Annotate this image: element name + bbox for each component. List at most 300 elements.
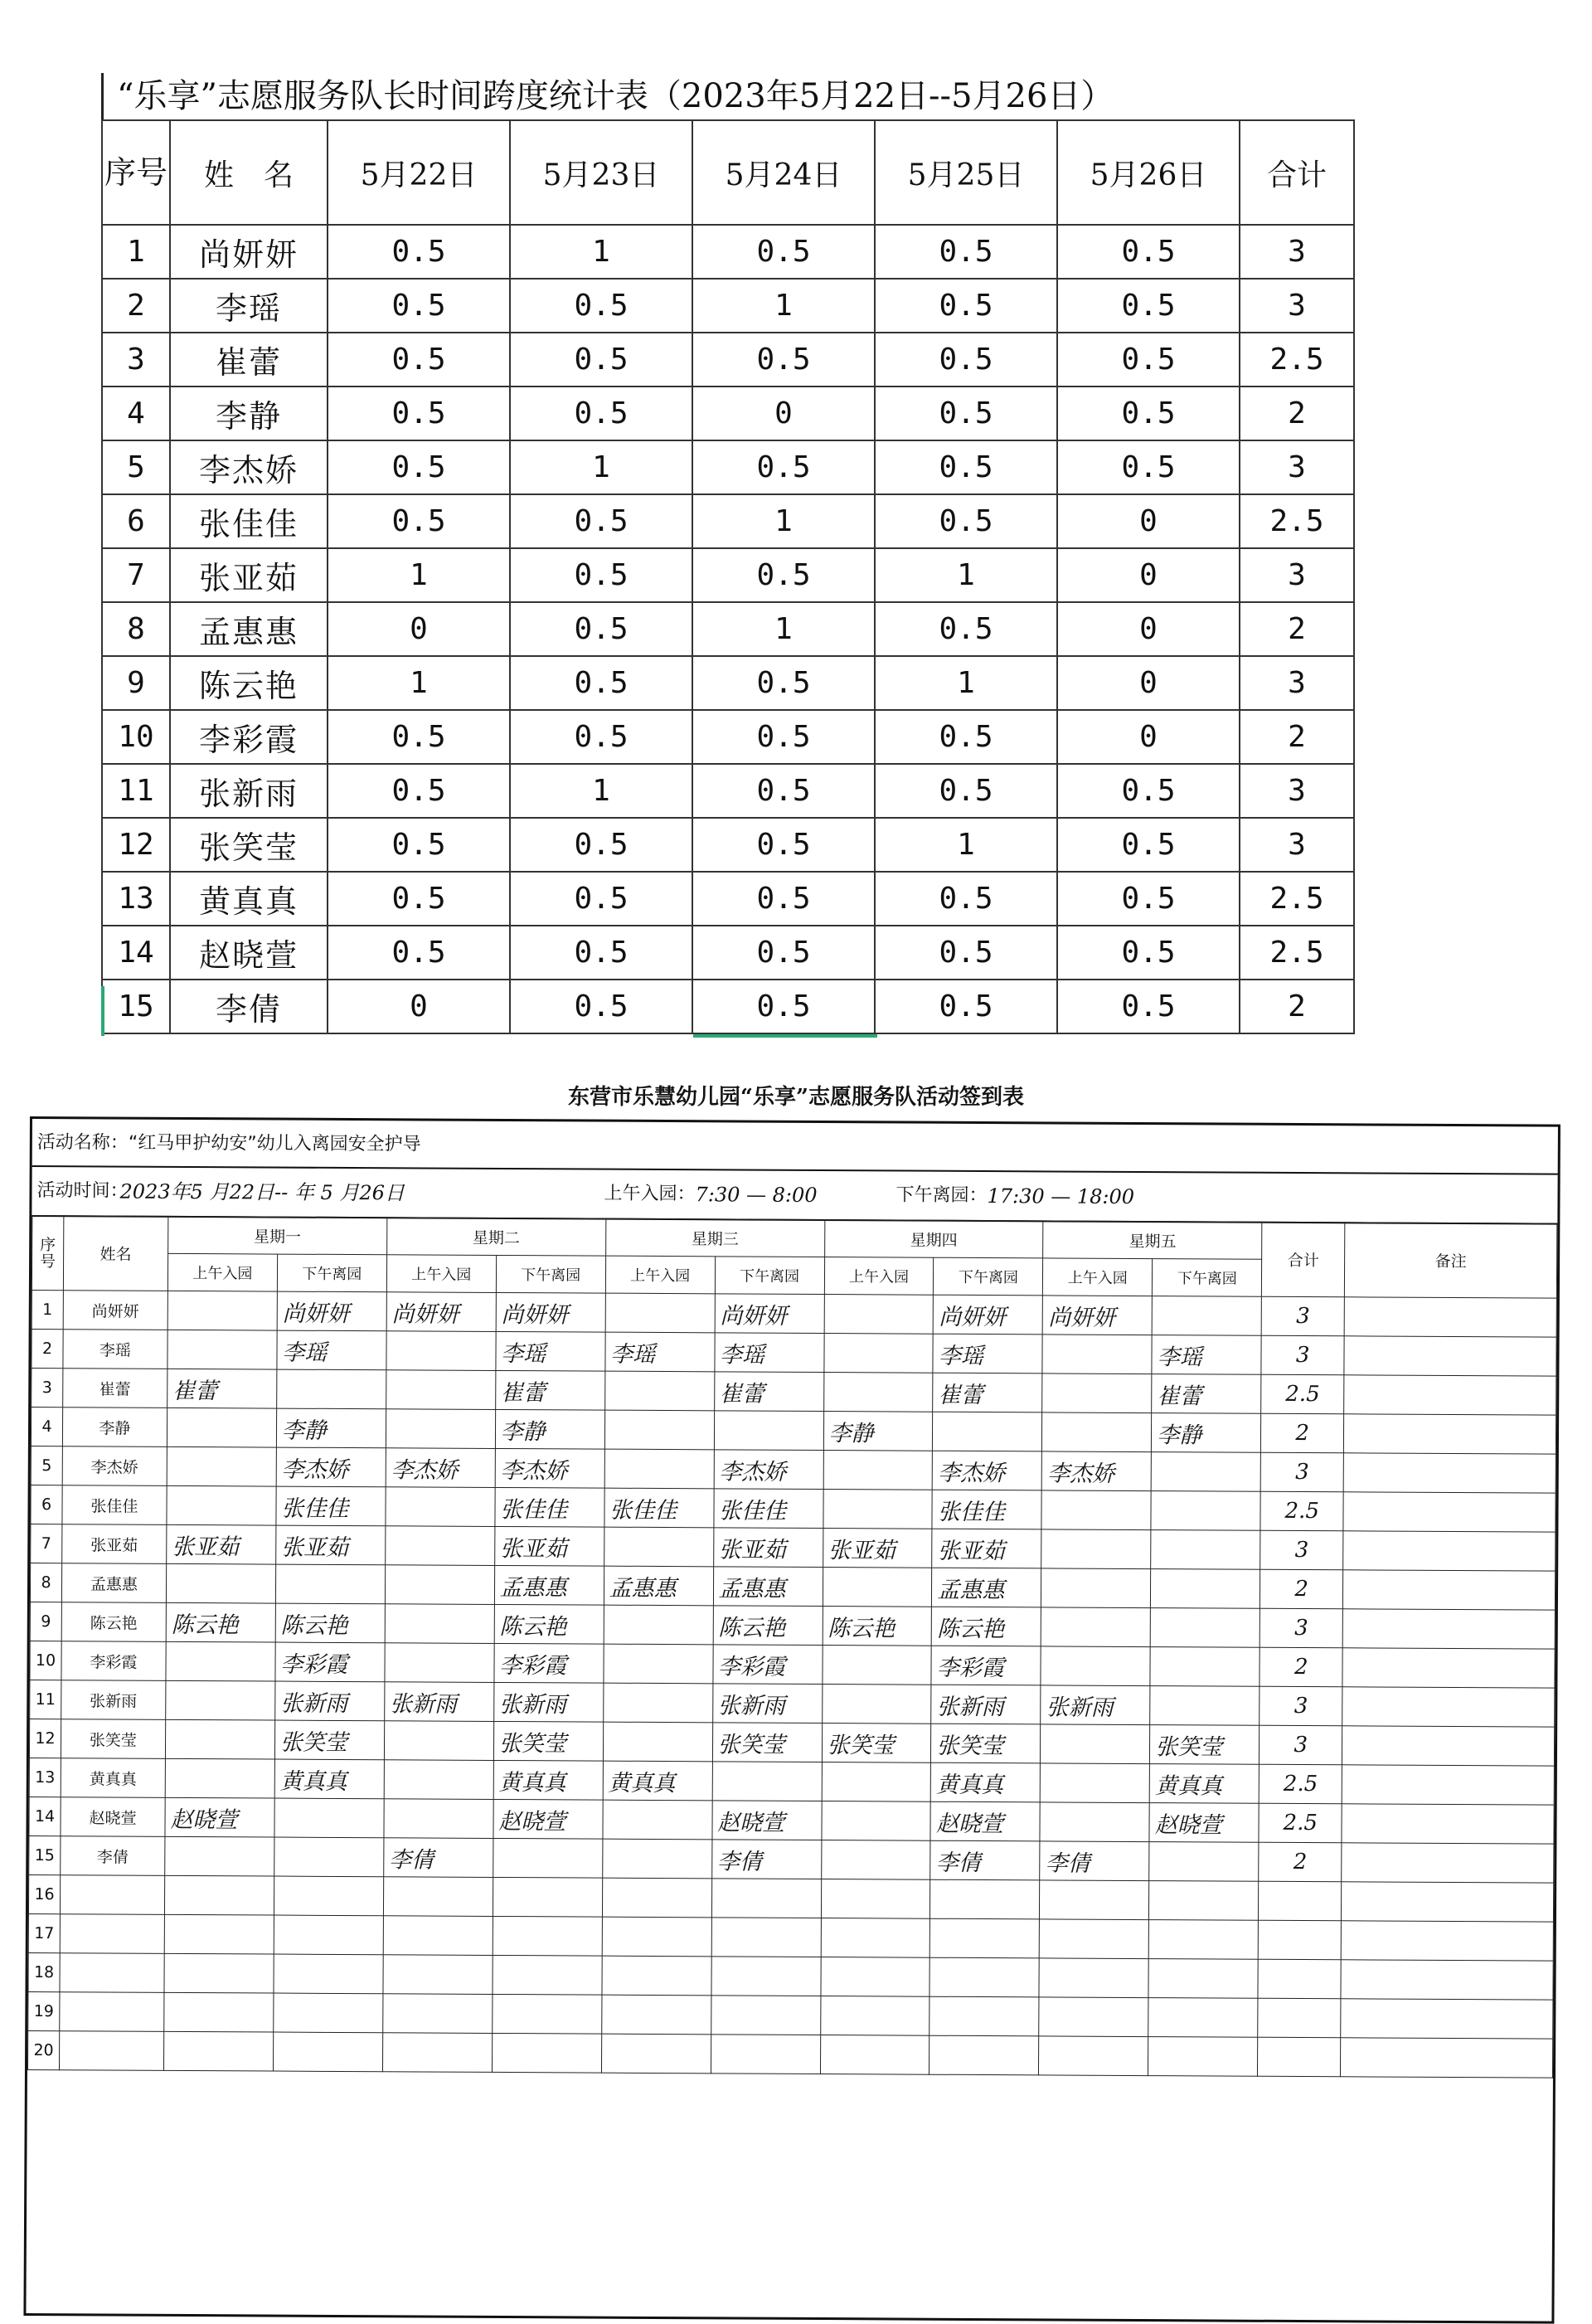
row-name: 陈云艳 <box>170 656 328 710</box>
signin-name: 赵晓萱 <box>61 1797 165 1837</box>
row-name: 张佳佳 <box>170 494 328 548</box>
header-date: 5月25日 <box>875 120 1057 225</box>
signin-seq: 17 <box>28 1914 60 1953</box>
row-total: 3 <box>1240 440 1354 494</box>
signature-cell <box>711 2035 820 2074</box>
row-value: 0.5 <box>875 926 1057 980</box>
signature-cell <box>602 1878 711 1918</box>
row-seq: 8 <box>102 602 170 656</box>
signin-seq: 18 <box>28 1953 60 1992</box>
row-seq: 6 <box>102 494 170 548</box>
summary-table-section <box>101 73 1353 1034</box>
row-value: 1 <box>875 656 1057 710</box>
signature-cell <box>386 1487 495 1527</box>
signature-cell: 赵晓萱 <box>930 1801 1040 1841</box>
signin-remark <box>1342 1765 1554 1805</box>
signature-cell <box>603 1800 712 1840</box>
header-total: 合计 <box>1240 120 1354 225</box>
signature-cell <box>1151 1569 1260 1609</box>
signin-remark <box>1342 1882 1554 1922</box>
signature-cell <box>712 1762 822 1801</box>
signin-total: 2 <box>1260 1569 1343 1609</box>
signature-cell <box>386 1331 496 1371</box>
signature-cell <box>1150 1686 1260 1726</box>
row-name: 赵晓萱 <box>170 926 328 980</box>
signature-cell <box>604 1449 714 1489</box>
signature-cell <box>1042 1335 1152 1374</box>
signature-cell: 黄真真 <box>603 1761 712 1801</box>
row-value: 0.5 <box>692 980 875 1033</box>
row-value: 1 <box>692 602 875 656</box>
row-seq: 4 <box>102 387 170 440</box>
signature-cell <box>165 1836 274 1876</box>
signin-seq: 4 <box>31 1408 62 1446</box>
signin-name: 崔蕾 <box>63 1369 167 1408</box>
signature-cell <box>929 1996 1039 2036</box>
row-value: 0.5 <box>328 818 510 872</box>
signin-seq: 11 <box>30 1680 61 1719</box>
row-seq: 3 <box>102 333 170 387</box>
row-value: 0 <box>1057 494 1240 548</box>
grid-subheader-am: 上午入园 <box>386 1255 496 1293</box>
row-value: 0.5 <box>510 656 692 710</box>
row-name: 张亚茹 <box>170 548 328 602</box>
signature-cell <box>1039 1997 1148 2037</box>
signature-cell: 赵晓萱 <box>1149 1803 1259 1843</box>
signature-cell: 孟惠惠 <box>494 1565 604 1605</box>
signature-cell: 张笑莹 <box>1150 1725 1260 1765</box>
row-value: 0.5 <box>328 494 510 548</box>
signature-cell <box>602 1839 711 1879</box>
signin-remark <box>1341 1921 1553 1961</box>
summary-row <box>102 279 1354 333</box>
summary-row <box>102 548 1354 602</box>
grid-header-weekday: 星期三 <box>605 1218 824 1257</box>
signin-seq: 2 <box>32 1330 63 1369</box>
row-value: 0.5 <box>510 818 692 872</box>
am-label: 上午入园： <box>604 1183 696 1205</box>
signature-cell: 李杰娇 <box>714 1450 823 1490</box>
row-total: 2.5 <box>1240 333 1354 387</box>
grid-header-weekday: 星期二 <box>386 1218 605 1256</box>
signature-cell: 李彩霞 <box>494 1643 604 1683</box>
header-date: 5月24日 <box>692 120 875 225</box>
signin-total <box>1258 1920 1341 1960</box>
signature-cell: 李倩 <box>711 1840 821 1879</box>
signature-cell: 尚妍妍 <box>386 1292 496 1332</box>
signature-cell: 李杰娇 <box>276 1447 386 1487</box>
signature-cell <box>604 1371 714 1411</box>
row-total: 3 <box>1240 225 1354 279</box>
signature-cell <box>493 1838 602 1878</box>
signature-cell <box>167 1408 276 1447</box>
signature-cell: 李静 <box>276 1408 386 1448</box>
signature-cell: 张笑莹 <box>493 1721 603 1761</box>
signin-seq: 15 <box>29 1836 61 1875</box>
signature-cell: 崔蕾 <box>495 1370 604 1410</box>
signature-cell <box>385 1604 494 1644</box>
signin-seq: 12 <box>29 1719 61 1758</box>
signature-cell <box>1041 1529 1151 1569</box>
signature-cell: 李彩霞 <box>931 1646 1041 1685</box>
row-value: 0.5 <box>692 225 875 279</box>
signin-total: 2.5 <box>1261 1374 1344 1414</box>
signature-cell: 张笑莹 <box>712 1723 822 1762</box>
signin-remark <box>1342 1648 1555 1688</box>
row-value: 0.5 <box>1057 440 1240 494</box>
grid-subheader-am: 上午入园 <box>605 1256 715 1294</box>
signature-cell <box>166 1680 275 1720</box>
signature-cell <box>929 2035 1039 2075</box>
grid-subheader-am: 上午入园 <box>167 1253 277 1291</box>
row-value: 0.5 <box>875 279 1057 333</box>
signature-cell <box>163 2031 273 2071</box>
signature-cell: 孟惠惠 <box>604 1566 713 1606</box>
row-value: 0.5 <box>692 710 875 764</box>
row-value: 0.5 <box>1057 279 1240 333</box>
signature-cell <box>1149 1842 1259 1882</box>
signature-cell <box>164 1953 274 1993</box>
signature-cell <box>384 1721 493 1761</box>
signin-name <box>60 1875 164 1915</box>
row-total: 2 <box>1240 980 1354 1033</box>
row-value: 0.5 <box>328 872 510 926</box>
signin-remark <box>1342 1609 1555 1649</box>
signin-total: 3 <box>1260 1686 1342 1726</box>
signature-cell: 崔蕾 <box>933 1373 1042 1412</box>
signature-cell <box>385 1643 494 1683</box>
signature-cell <box>166 1641 275 1681</box>
summary-row <box>102 225 1354 279</box>
row-value: 0.5 <box>875 387 1057 440</box>
row-value: 0.5 <box>875 980 1057 1033</box>
row-value: 0.5 <box>510 710 692 764</box>
signin-total: 3 <box>1260 1725 1342 1765</box>
time-value: 2023年5 月22日-- 年 5 月26日 <box>119 1179 405 1205</box>
signin-total: 2 <box>1260 1647 1342 1687</box>
signature-cell <box>823 1373 933 1412</box>
row-value: 0 <box>328 980 510 1033</box>
signin-total: 2 <box>1261 1413 1344 1453</box>
activity-label: 活动名称： <box>36 1132 129 1154</box>
signature-cell: 张亚茹 <box>713 1528 823 1568</box>
row-value: 0 <box>692 387 875 440</box>
row-value: 1 <box>510 764 692 818</box>
signature-cell: 陈云艳 <box>494 1604 604 1644</box>
row-name: 李倩 <box>170 980 328 1033</box>
time-label: 活动时间： <box>36 1180 129 1202</box>
row-value: 0.5 <box>1057 818 1240 872</box>
header-date: 5月22日 <box>328 120 510 225</box>
signature-cell: 赵晓萱 <box>712 1801 822 1840</box>
row-value: 0.5 <box>692 548 875 602</box>
pm-value: 17:30 — 18:00 <box>987 1184 1135 1208</box>
signin-remark <box>1344 1336 1556 1376</box>
signin-name: 黄真真 <box>61 1758 165 1798</box>
row-total: 3 <box>1240 279 1354 333</box>
grid-subheader-am: 上午入园 <box>1043 1258 1153 1296</box>
row-value: 0.5 <box>875 602 1057 656</box>
signature-cell <box>602 1956 711 1996</box>
row-name: 李瑶 <box>170 279 328 333</box>
grid-header-remark: 备注 <box>1345 1223 1557 1298</box>
signature-cell: 张笑莹 <box>822 1724 931 1763</box>
signature-cell: 张新雨 <box>1041 1685 1150 1725</box>
signature-cell: 陈云艳 <box>932 1607 1041 1646</box>
signin-total: 3 <box>1260 1452 1343 1492</box>
signature-cell <box>820 1996 929 2036</box>
signature-cell <box>820 2035 929 2075</box>
row-seq: 14 <box>102 926 170 980</box>
summary-row <box>102 764 1354 818</box>
grid-subheader-pm: 下午离园 <box>715 1257 824 1295</box>
signature-cell <box>493 1877 602 1917</box>
signin-name <box>60 1992 164 2032</box>
signin-total <box>1258 1998 1341 2038</box>
signin-total <box>1258 1959 1341 1999</box>
signin-remark <box>1341 1999 1553 2039</box>
row-value: 1 <box>510 440 692 494</box>
row-value: 0.5 <box>1057 980 1240 1033</box>
signature-cell <box>383 1877 493 1917</box>
signin-seq: 5 <box>31 1446 62 1485</box>
row-name: 张新雨 <box>170 764 328 818</box>
row-total: 3 <box>1240 656 1354 710</box>
signature-cell <box>383 1916 493 1956</box>
grid-subheader-pm: 下午离园 <box>496 1255 605 1293</box>
signin-name: 张笑莹 <box>61 1719 165 1759</box>
signature-cell: 孟惠惠 <box>713 1567 823 1607</box>
summary-row <box>102 656 1354 710</box>
signature-cell <box>1042 1412 1152 1452</box>
grid-header-weekday: 星期四 <box>824 1220 1043 1258</box>
signin-grid <box>27 1215 1557 2078</box>
signature-cell <box>166 1563 275 1603</box>
signin-name: 尚妍妍 <box>63 1291 167 1330</box>
activity-name-row <box>32 1119 1558 1175</box>
signature-cell <box>275 1564 385 1604</box>
signature-cell <box>492 2033 601 2073</box>
signature-cell <box>601 1995 711 2035</box>
signature-cell <box>1041 1607 1151 1647</box>
signin-remark <box>1343 1453 1556 1493</box>
grid-subheader-pm: 下午离园 <box>934 1257 1043 1296</box>
signature-cell: 张新雨 <box>493 1682 603 1722</box>
signin-total: 3 <box>1261 1335 1344 1375</box>
pm-label: 下午离园： <box>896 1184 988 1207</box>
signin-remark <box>1344 1414 1556 1454</box>
summary-row <box>102 602 1354 656</box>
summary-table <box>101 119 1355 1034</box>
signature-cell: 尚妍妍 <box>1043 1296 1153 1335</box>
summary-row <box>102 440 1354 494</box>
signature-cell <box>493 1916 602 1956</box>
row-value: 0.5 <box>510 333 692 387</box>
grid-subheader-am: 上午入园 <box>824 1257 934 1296</box>
signin-remark <box>1343 1570 1556 1610</box>
grid-subheader-pm: 下午离园 <box>1153 1259 1262 1297</box>
signature-cell <box>711 1879 821 1918</box>
signin-name: 张佳佳 <box>62 1485 167 1525</box>
signature-cell: 李静 <box>1152 1413 1261 1453</box>
signature-cell: 张新雨 <box>712 1684 822 1724</box>
signature-cell: 张亚茹 <box>494 1526 604 1566</box>
row-seq: 12 <box>102 818 170 872</box>
signature-cell <box>823 1490 932 1529</box>
signature-cell <box>165 1719 274 1759</box>
row-seq: 2 <box>102 279 170 333</box>
signature-cell: 黄真真 <box>931 1762 1041 1802</box>
signature-cell <box>601 2034 711 2074</box>
row-value: 1 <box>692 279 875 333</box>
signature-cell: 陈云艳 <box>275 1603 385 1643</box>
row-value: 0.5 <box>328 764 510 818</box>
grid-header-weekday: 星期一 <box>168 1216 387 1254</box>
summary-row <box>102 926 1354 980</box>
signin-seq: 1 <box>32 1291 63 1330</box>
header-seq: 序号 <box>102 120 170 225</box>
signature-cell <box>821 1801 930 1841</box>
signature-cell: 李杰娇 <box>386 1448 495 1488</box>
row-name: 李静 <box>170 387 328 440</box>
signature-cell <box>385 1526 494 1566</box>
signature-cell <box>604 1410 714 1450</box>
signature-cell: 李瑶 <box>277 1330 386 1370</box>
signature-cell: 陈云艳 <box>713 1606 823 1646</box>
row-value: 1 <box>328 548 510 602</box>
signature-cell: 崔蕾 <box>714 1372 823 1412</box>
row-seq: 13 <box>102 872 170 926</box>
summary-row <box>102 818 1354 872</box>
row-seq: 5 <box>102 440 170 494</box>
signin-sheet <box>0 1070 1592 2123</box>
signature-cell <box>824 1295 934 1335</box>
signature-cell <box>1041 1568 1151 1608</box>
signature-cell <box>274 1798 384 1838</box>
signature-cell <box>382 2033 492 2073</box>
signin-seq: 20 <box>27 2031 59 2070</box>
row-value: 0.5 <box>328 926 510 980</box>
signin-name: 张新雨 <box>61 1680 166 1720</box>
row-value: 1 <box>510 225 692 279</box>
row-value: 0.5 <box>1057 872 1240 926</box>
signature-cell: 黄真真 <box>493 1760 603 1800</box>
signature-cell <box>1151 1530 1260 1570</box>
signature-cell: 张亚茹 <box>932 1529 1041 1568</box>
signature-cell <box>820 1957 929 1997</box>
signin-total: 3 <box>1260 1608 1342 1648</box>
signature-cell: 张新雨 <box>275 1681 385 1721</box>
row-name: 李彩霞 <box>170 710 328 764</box>
row-name: 李杰娇 <box>170 440 328 494</box>
signature-cell <box>605 1293 715 1333</box>
row-value: 0.5 <box>692 926 875 980</box>
signature-cell: 张亚茹 <box>167 1524 276 1564</box>
row-value: 0.5 <box>1057 333 1240 387</box>
row-value: 0.5 <box>875 710 1057 764</box>
row-value: 1 <box>875 818 1057 872</box>
signature-cell <box>603 1722 712 1762</box>
row-value: 0 <box>1057 602 1240 656</box>
grid-subheader-pm: 下午离园 <box>277 1254 386 1292</box>
signin-name: 孟惠惠 <box>61 1563 166 1603</box>
signature-cell <box>1152 1296 1261 1336</box>
signature-cell: 张佳佳 <box>495 1487 604 1527</box>
row-value: 0.5 <box>875 225 1057 279</box>
row-total: 2 <box>1240 602 1354 656</box>
signature-cell <box>822 1762 931 1802</box>
signin-seq: 16 <box>28 1875 60 1914</box>
row-value: 0.5 <box>1057 387 1240 440</box>
row-value: 0.5 <box>328 225 510 279</box>
signin-name <box>60 1914 164 1954</box>
signature-cell <box>385 1565 494 1605</box>
signin-total: 3 <box>1260 1530 1343 1570</box>
signature-cell <box>823 1334 933 1373</box>
signature-cell <box>167 1485 276 1525</box>
signature-cell: 尚妍妍 <box>277 1291 386 1331</box>
signin-remark <box>1342 1687 1555 1727</box>
signature-cell <box>384 1760 493 1800</box>
signature-cell <box>1039 1958 1148 1998</box>
signature-cell: 张笑莹 <box>274 1720 384 1760</box>
row-value: 0.5 <box>875 872 1057 926</box>
signin-seq: 19 <box>28 1992 60 2031</box>
signature-cell: 张新雨 <box>931 1685 1041 1724</box>
summary-row <box>102 494 1354 548</box>
row-value: 0.5 <box>1057 926 1240 980</box>
signature-cell <box>167 1291 277 1330</box>
signature-cell: 张佳佳 <box>604 1488 714 1528</box>
header-date: 5月26日 <box>1057 120 1240 225</box>
signature-cell <box>274 1954 383 1994</box>
signature-cell <box>714 1411 823 1451</box>
signin-name: 李彩霞 <box>61 1641 166 1681</box>
signature-cell <box>711 1996 820 2035</box>
row-value: 0.5 <box>510 279 692 333</box>
signature-cell <box>823 1451 933 1490</box>
row-value: 1 <box>875 548 1057 602</box>
signature-cell <box>1040 1802 1149 1842</box>
row-value: 0.5 <box>875 440 1057 494</box>
signature-cell <box>1042 1373 1152 1413</box>
row-value: 0.5 <box>510 387 692 440</box>
row-value: 0.5 <box>875 333 1057 387</box>
signature-cell <box>1041 1646 1150 1686</box>
row-name: 孟惠惠 <box>170 602 328 656</box>
signature-cell <box>602 1917 711 1957</box>
signature-cell: 李瑶 <box>1152 1335 1261 1375</box>
signin-total: 3 <box>1261 1296 1344 1336</box>
signature-cell <box>1148 2037 1258 2077</box>
signin-seq: 3 <box>32 1369 63 1408</box>
row-value: 0.5 <box>510 548 692 602</box>
summary-row <box>102 710 1354 764</box>
signature-cell: 张新雨 <box>384 1682 493 1722</box>
signature-cell <box>1150 1608 1260 1648</box>
signature-cell: 张佳佳 <box>713 1489 823 1529</box>
row-value: 0.5 <box>510 602 692 656</box>
signin-name <box>60 1953 164 1993</box>
signature-cell <box>929 1957 1039 1997</box>
row-value: 0.5 <box>510 494 692 548</box>
row-value: 0 <box>1057 656 1240 710</box>
signin-total: 2 <box>1259 1842 1342 1882</box>
signin-row <box>27 2031 1552 2078</box>
signature-cell <box>386 1409 495 1449</box>
signin-total <box>1259 1881 1342 1921</box>
row-total: 2.5 <box>1240 926 1354 980</box>
